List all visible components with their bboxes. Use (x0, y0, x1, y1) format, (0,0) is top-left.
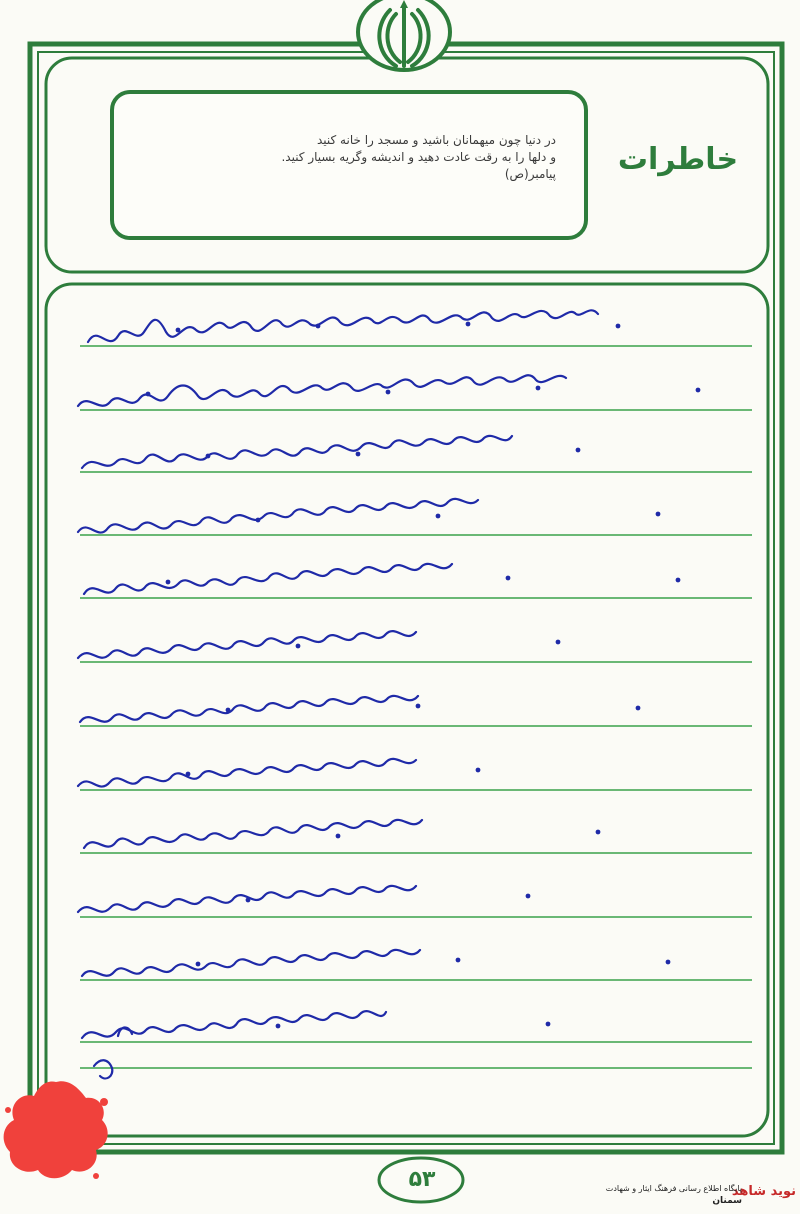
watermark (600, 1184, 796, 1210)
watermark-line-1: پایگاه اطلاع رسانی فرهنگ ایثار و شهادت (605, 1184, 742, 1193)
quote-line-1: در دنیا چون میهمانان باشید و مسجد را خانه کنید (316, 133, 556, 147)
quote-box (160, 132, 556, 183)
watermark-brand: نوید شاهد (731, 1184, 796, 1199)
page-title: خاطرات (617, 142, 739, 177)
quote-source: پیامبر(ص) (504, 167, 556, 181)
red-ink-splash (0, 1072, 112, 1184)
quote-line-2: و دلها را به رقت عادت دهید و اندیشه وگریه بسیار کنید. (281, 150, 556, 164)
handwritten-text (58, 296, 770, 1116)
page-number: ۵۳ (408, 1167, 436, 1192)
watermark-line-2: سمنان (712, 1196, 742, 1206)
iran-emblem-icon (366, 0, 442, 76)
